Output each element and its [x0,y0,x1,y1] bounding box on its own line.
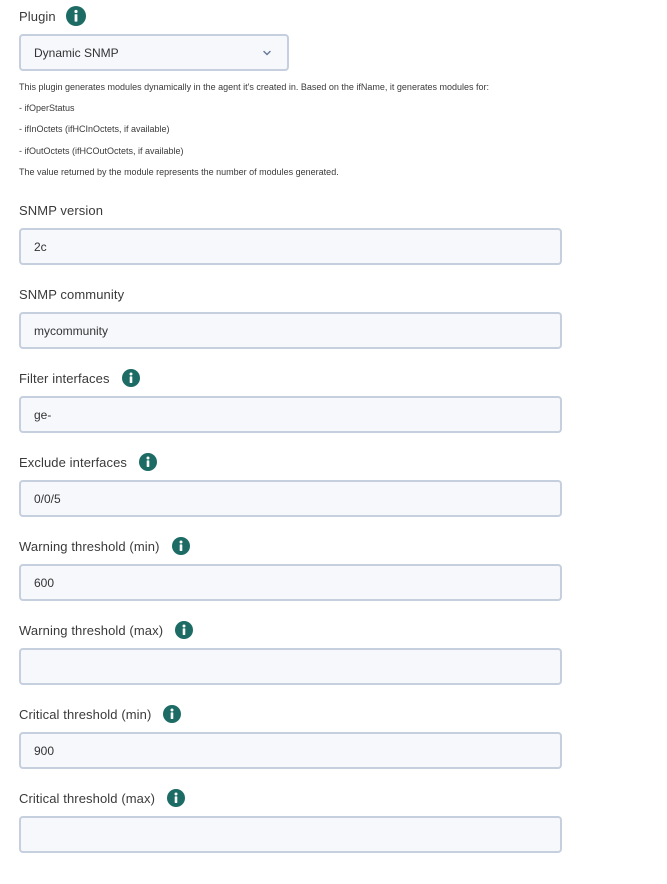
critical-threshold-min-value: 900 [34,743,55,758]
filter-interfaces-label: Filter interfaces [19,370,110,386]
warning-threshold-max-input[interactable] [19,648,562,685]
warning-threshold-min-input[interactable] [19,564,562,601]
info-icon[interactable] [172,537,190,555]
critical-threshold-max-label-row [19,787,185,809]
critical-threshold-min-label-row [19,703,181,725]
plugin-description-line: - ifOutOctets (ifHCOutOctets, if available) [19,146,184,156]
critical-threshold-max-input[interactable] [19,816,562,853]
snmp-community-input[interactable] [19,312,562,349]
exclude-interfaces-input[interactable] [19,480,562,517]
warning-threshold-min-label: Warning threshold (min) [19,538,160,554]
warning-threshold-max-label-row [19,619,193,641]
plugin-description-line: The value returned by the module represents the number of modules generated. [19,167,339,177]
warning-threshold-max-label: Warning threshold (max) [19,622,164,638]
plugin-label: Plugin [19,8,56,24]
info-icon[interactable] [167,789,185,807]
plugin-label-row [19,5,86,27]
plugin-select[interactable] [19,34,289,71]
filter-interfaces-input[interactable] [19,396,562,433]
info-icon[interactable] [175,621,193,639]
plugin-select-value: Dynamic SNMP [34,45,119,60]
warning-threshold-min-label-row [19,535,190,557]
exclude-interfaces-label: Exclude interfaces [19,454,128,470]
warning-threshold-min-value: 600 [34,575,55,590]
info-icon[interactable] [66,6,86,26]
snmp-version-value: 2c [34,239,47,254]
plugin-description-line: This plugin generates modules dynamically in the agent it's created in. Based on the ifName, it generates modules for: [19,82,489,92]
snmp-version-label-row [19,199,103,221]
snmp-version-input[interactable] [19,228,562,265]
snmp-version-label: SNMP version [19,202,104,218]
snmp-community-label: SNMP community [19,286,125,302]
snmp-community-label-row [19,283,124,305]
filter-interfaces-value: ge- [34,407,52,422]
snmp-community-value: mycommunity [34,323,109,338]
info-icon[interactable] [139,453,157,471]
critical-threshold-max-label: Critical threshold (max) [19,790,156,806]
plugin-description-line: - ifInOctets (ifHCInOctets, if available) [19,124,170,134]
info-icon[interactable] [163,705,181,723]
critical-threshold-min-label: Critical threshold (min) [19,706,152,722]
exclude-interfaces-value: 0/0/5 [34,491,61,506]
info-icon[interactable] [122,369,140,387]
filter-interfaces-label-row [19,367,140,389]
plugin-description-line: - ifOperStatus [19,103,75,113]
chevron-down-icon [261,47,273,59]
critical-threshold-min-input[interactable] [19,732,562,769]
exclude-interfaces-label-row [19,451,157,473]
